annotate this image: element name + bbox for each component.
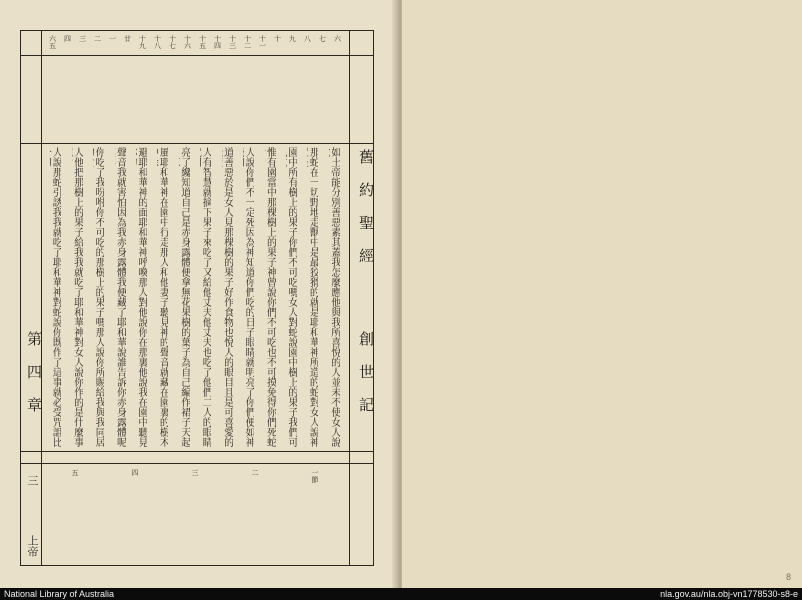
left-margin-rule: [41, 31, 42, 565]
verse-number: 二: [93, 35, 102, 42]
page-number: 三: [26, 475, 39, 486]
verse-number: 十四: [213, 35, 222, 49]
header-rule-2: [21, 143, 373, 144]
text-column: 那蛇在一切野地走獸中是最狡猾的就是耶和華神所造的蛇對女人說神: [307, 147, 319, 447]
text-column: 人有智慧就摘下果子來吃了又給他丈夫他丈夫也吃了他們二人的眼睛: [200, 147, 212, 447]
text-column: 風耶和華神在園中行走那人和他妻子聽見神的聲音就藏在園裏的樹木: [157, 147, 169, 447]
text-column: 道善惡於是女人見那棵樹的果子好作食物也悅人的眼目且是可喜愛的: [221, 147, 233, 447]
footnote-entry: 一節: [311, 469, 319, 483]
left-text-frame: [20, 30, 374, 566]
verse-number: 十六: [183, 35, 192, 49]
verse-number: 十九: [138, 35, 147, 49]
footnote-entry: 五: [71, 469, 79, 476]
notes-rule: [21, 451, 373, 452]
chapter-label: 第四章: [25, 331, 43, 430]
left-page: [0, 0, 398, 588]
text-column: 人他把那樹上的果子給我我就吃了耶和華神對女人說你作的是什麼事: [71, 147, 83, 447]
footer-institution: National Library of Australia: [4, 589, 115, 599]
scan-mark: 8: [786, 572, 792, 582]
verse-number: 十五: [198, 35, 207, 49]
footnote-entry: 三: [191, 469, 199, 476]
verse-number: 六: [333, 35, 342, 42]
verse-number: 十: [273, 35, 282, 42]
verse-number: 一: [108, 35, 117, 42]
text-column: 人說那蛇引誘我我就吃了耶和華神對蛇說你既作了這事就必受咒詛比: [50, 147, 62, 447]
verse-number: 廿: [123, 35, 132, 42]
verse-number: 十三: [228, 35, 237, 49]
verse-number: 四: [63, 35, 72, 42]
verse-number: 八: [303, 35, 312, 42]
verse-number: 三: [78, 35, 87, 42]
text-column: 聲音我就害怕因為我赤身露體我便藏了耶和華說誰告訴你赤身露體呢: [114, 147, 126, 447]
footnote-entry: 四: [131, 469, 139, 476]
notes-rule-2: [21, 463, 373, 464]
verse-number: 九: [288, 35, 297, 42]
text-column: 園中所有樹上的果子你們不可吃嗎女人對蛇說園中樹上的果子我們可: [285, 147, 297, 447]
text-column: 如土帝能分別善惡素其蓋我怎麼應他與我所喜悅的人並未不使女人說: [328, 147, 340, 447]
book-title: 舊約聖經: [357, 149, 375, 281]
verse-number: 十一: [258, 35, 267, 49]
text-column: 避耶和華神的面耶和華神呼喚那人對他說你在那裏他說我在園中聽見: [135, 147, 147, 447]
text-column: 亮了纔知道自己是赤身露體便拿無花果樹的葉子為自己編作裙子天起: [178, 147, 190, 447]
footnote-entry: 二: [251, 469, 259, 476]
text-column: 惟有園當中那棵樹上的果子神曾說你們不可吃也不可摸免得你們死蛇: [264, 147, 276, 447]
verse-number: 十七: [168, 35, 177, 49]
footer-identifier: nla.gov.au/nla.obj-vn1778530-s8-e: [660, 589, 798, 599]
right-page: [402, 0, 802, 588]
verse-number: 七: [318, 35, 327, 42]
text-column: 你吃了我吩咐你不可吃的那樹上的果子嗎那人說你所賜給我與我同居: [93, 147, 105, 447]
library-footer: [0, 588, 802, 600]
text-column: 人說你們不一定死因為神知道你們吃的日子眼睛就明亮了你們便如神: [243, 147, 255, 447]
runhead-rule: [349, 31, 350, 565]
book-name: 創世記: [357, 331, 375, 430]
verse-number: 十八: [153, 35, 162, 49]
verse-number: 六五: [48, 35, 57, 49]
verse-number: 十二: [243, 35, 252, 49]
left-ornament: 上帝: [26, 535, 39, 557]
header-rule: [21, 55, 373, 56]
